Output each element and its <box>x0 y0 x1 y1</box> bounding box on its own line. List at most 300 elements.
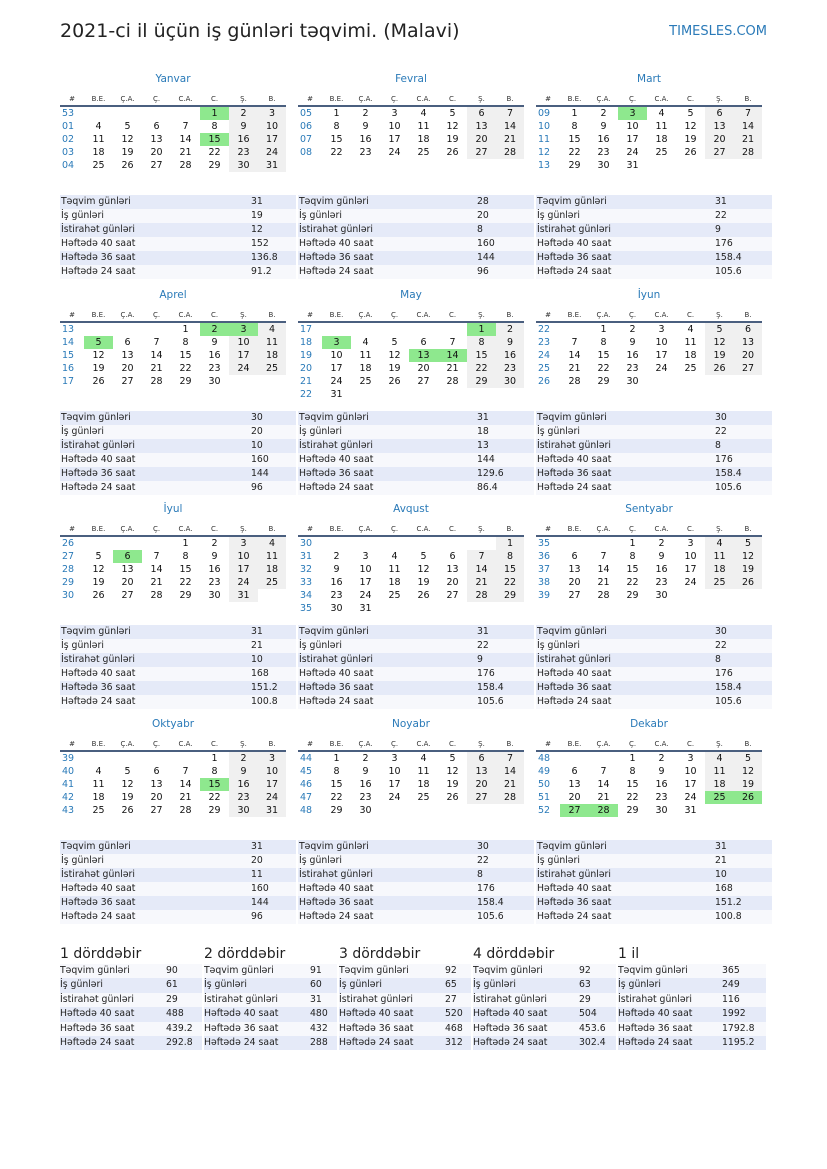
day-cell[interactable]: 17 <box>229 349 258 362</box>
day-cell[interactable]: 25 <box>258 576 286 589</box>
day-cell[interactable]: 24 <box>258 146 286 159</box>
day-cell[interactable]: 19 <box>446 779 459 790</box>
day-cell[interactable]: 25 <box>655 147 668 158</box>
day-cell[interactable]: 12 <box>446 766 459 777</box>
day-cell[interactable]: 31 <box>330 389 343 400</box>
day-cell[interactable]: 8 <box>182 337 189 348</box>
day-cell[interactable]: 11 <box>258 550 286 563</box>
day-cell[interactable]: 12 <box>705 336 734 349</box>
day-cell[interactable]: 17 <box>626 134 639 145</box>
day-cell[interactable]: 4 <box>658 108 665 119</box>
day-cell[interactable]: 25 <box>417 147 430 158</box>
day-cell[interactable]: 19 <box>417 577 430 588</box>
day-cell[interactable]: 30 <box>208 590 221 601</box>
day-cell[interactable]: 25 <box>388 590 401 601</box>
day-cell[interactable]: 9 <box>658 766 665 777</box>
day-cell[interactable]: 12 <box>417 564 430 575</box>
day-cell[interactable]: 13 <box>568 779 581 790</box>
day-cell[interactable]: 24 <box>330 376 343 387</box>
day-cell[interactable]: 17 <box>684 564 697 575</box>
day-cell[interactable]: 20 <box>467 133 496 146</box>
day-cell[interactable]: 5 <box>734 751 762 765</box>
day-cell[interactable]: 2 <box>658 753 665 764</box>
day-cell[interactable]: 25 <box>92 160 105 171</box>
day-cell[interactable]: 19 <box>92 363 105 374</box>
day-cell[interactable]: 17 <box>229 563 258 576</box>
day-cell[interactable]: 9 <box>362 766 369 777</box>
day-cell[interactable]: 26 <box>734 576 762 589</box>
day-cell[interactable]: 19 <box>388 363 401 374</box>
day-cell[interactable]: 1 <box>600 324 607 335</box>
day-cell[interactable]: 2 <box>496 322 524 336</box>
day-cell[interactable]: 17 <box>258 778 286 791</box>
day-cell[interactable]: 29 <box>208 160 221 171</box>
day-cell[interactable]: 25 <box>684 363 697 374</box>
day-cell[interactable]: 1 <box>333 108 340 119</box>
day-cell[interactable]: 10 <box>330 350 343 361</box>
day-cell[interactable]: 14 <box>179 779 192 790</box>
day-cell[interactable]: 27 <box>705 146 734 159</box>
day-cell[interactable]: 20 <box>467 778 496 791</box>
day-cell[interactable]: 9 <box>658 551 665 562</box>
day-cell[interactable]: 25 <box>92 805 105 816</box>
day-cell[interactable]: 20 <box>150 147 163 158</box>
day-cell[interactable]: 17 <box>359 577 372 588</box>
day-cell[interactable]: 3 <box>391 108 398 119</box>
day-cell[interactable]: 15 <box>496 563 524 576</box>
day-cell[interactable]: 23 <box>597 147 610 158</box>
day-cell[interactable]: 18 <box>258 349 286 362</box>
day-cell[interactable]: 26 <box>92 590 105 601</box>
day-cell[interactable]: 27 <box>467 146 496 159</box>
day-cell[interactable]: 25 <box>258 362 286 375</box>
day-cell[interactable]: 5 <box>734 536 762 550</box>
day-cell[interactable]: 24 <box>655 363 668 374</box>
day-cell[interactable]: 27 <box>150 160 163 171</box>
day-cell[interactable]: 3 <box>658 324 665 335</box>
day-cell[interactable]: 12 <box>388 350 401 361</box>
day-cell[interactable]: 14 <box>467 563 496 576</box>
day-cell[interactable]: 11 <box>705 765 734 778</box>
day-cell[interactable]: 28 <box>496 146 524 159</box>
day-cell[interactable]: 3 <box>258 106 286 120</box>
day-cell[interactable]: 2 <box>362 108 369 119</box>
day-cell[interactable]: 24 <box>258 791 286 804</box>
day-cell[interactable]: 31 <box>258 804 286 817</box>
day-cell[interactable]: 26 <box>121 805 134 816</box>
day-cell[interactable]: 23 <box>229 146 258 159</box>
day-cell[interactable]: 5 <box>391 337 398 348</box>
day-cell[interactable]: 18 <box>417 134 430 145</box>
day-cell[interactable]: 26 <box>388 376 401 387</box>
day-cell[interactable]: 14 <box>496 765 524 778</box>
day-cell[interactable]: 11 <box>92 134 105 145</box>
day-cell[interactable]: 16 <box>208 564 221 575</box>
day-cell[interactable]: 23 <box>208 363 221 374</box>
day-cell[interactable]: 17 <box>258 133 286 146</box>
day-cell[interactable]: 5 <box>124 121 131 132</box>
day-cell[interactable]: 4 <box>705 536 734 550</box>
day-cell[interactable]: 10 <box>655 337 668 348</box>
day-cell[interactable]: 1 <box>629 753 636 764</box>
day-cell[interactable]: 6 <box>571 551 578 562</box>
day-cell[interactable]: 29 <box>467 375 496 388</box>
day-cell[interactable]: 18 <box>258 563 286 576</box>
day-cell[interactable]: 10 <box>388 121 401 132</box>
day-cell[interactable]: 30 <box>655 805 668 816</box>
day-cell[interactable]: 10 <box>359 564 372 575</box>
day-cell[interactable]: 20 <box>705 133 734 146</box>
day-cell[interactable]: 14 <box>568 350 581 361</box>
day-cell[interactable]: 5 <box>449 753 456 764</box>
day-cell[interactable]: 6 <box>124 337 131 348</box>
day-cell[interactable]: 29 <box>568 160 581 171</box>
day-cell[interactable]: 18 <box>92 147 105 158</box>
day-cell[interactable]: 13 <box>568 564 581 575</box>
day-cell[interactable]: 4 <box>705 751 734 765</box>
day-cell[interactable]: 3 <box>687 753 694 764</box>
day-cell[interactable]: 13 <box>734 336 762 349</box>
day-cell[interactable]: 18 <box>684 350 697 361</box>
day-cell[interactable]: 10 <box>258 120 286 133</box>
day-cell[interactable]: 13 <box>467 120 496 133</box>
day-cell[interactable]: 23 <box>359 792 372 803</box>
day-cell[interactable]: 18 <box>705 778 734 791</box>
day-cell[interactable]: 26 <box>92 376 105 387</box>
day-cell[interactable]: 11 <box>417 121 430 132</box>
day-cell[interactable]: 12 <box>446 121 459 132</box>
day-cell[interactable]: 6 <box>467 751 496 765</box>
day-cell[interactable]: 7 <box>449 337 456 348</box>
day-cell[interactable]: 18 <box>417 779 430 790</box>
day-cell[interactable]: 3 <box>258 751 286 765</box>
day-cell[interactable]: 8 <box>211 766 218 777</box>
day-cell[interactable]: 14 <box>597 779 610 790</box>
day-cell[interactable]: 25 <box>705 791 734 804</box>
day-cell[interactable]: 2 <box>200 322 229 336</box>
day-cell[interactable]: 8 <box>571 121 578 132</box>
day-cell[interactable]: 7 <box>600 551 607 562</box>
day-cell[interactable]: 22 <box>626 577 639 588</box>
day-cell[interactable]: 26 <box>121 160 134 171</box>
day-cell[interactable]: 14 <box>179 134 192 145</box>
day-cell[interactable]: 21 <box>150 363 163 374</box>
day-cell[interactable]: 6 <box>467 106 496 120</box>
day-cell[interactable]: 8 <box>467 336 496 349</box>
day-cell[interactable]: 9 <box>229 120 258 133</box>
day-cell[interactable]: 22 <box>179 577 192 588</box>
day-cell[interactable]: 5 <box>449 108 456 119</box>
day-cell[interactable]: 21 <box>446 363 459 374</box>
day-cell[interactable]: 13 <box>705 120 734 133</box>
day-cell[interactable]: 14 <box>496 120 524 133</box>
day-cell[interactable]: 8 <box>333 766 340 777</box>
day-cell[interactable]: 4 <box>420 108 427 119</box>
day-cell[interactable]: 26 <box>446 147 459 158</box>
day-cell[interactable]: 21 <box>568 363 581 374</box>
day-cell[interactable]: 3 <box>687 538 694 549</box>
day-cell[interactable]: 5 <box>124 766 131 777</box>
day-cell[interactable]: 29 <box>208 805 221 816</box>
day-cell[interactable]: 4 <box>95 121 102 132</box>
day-cell[interactable]: 9 <box>211 337 218 348</box>
day-cell[interactable]: 23 <box>330 590 343 601</box>
day-cell[interactable]: 30 <box>229 159 258 172</box>
day-cell[interactable]: 7 <box>153 337 160 348</box>
day-cell[interactable]: 23 <box>626 363 639 374</box>
day-cell[interactable]: 5 <box>687 108 694 119</box>
day-cell[interactable]: 8 <box>182 551 189 562</box>
day-cell[interactable]: 2 <box>658 538 665 549</box>
day-cell[interactable]: 31 <box>684 805 697 816</box>
day-cell[interactable]: 28 <box>150 376 163 387</box>
day-cell[interactable]: 8 <box>211 121 218 132</box>
day-cell[interactable]: 11 <box>655 121 668 132</box>
day-cell[interactable]: 2 <box>211 538 218 549</box>
day-cell[interactable]: 13 <box>446 564 459 575</box>
day-cell[interactable]: 30 <box>208 376 221 387</box>
day-cell[interactable]: 16 <box>208 350 221 361</box>
day-cell[interactable]: 1 <box>333 753 340 764</box>
day-cell[interactable]: 21 <box>179 792 192 803</box>
day-cell[interactable]: 10 <box>258 765 286 778</box>
day-cell[interactable]: 21 <box>496 778 524 791</box>
day-cell[interactable]: 4 <box>258 536 286 550</box>
day-cell[interactable]: 9 <box>600 121 607 132</box>
day-cell[interactable]: 1 <box>571 108 578 119</box>
day-cell[interactable]: 21 <box>179 147 192 158</box>
day-cell[interactable]: 17 <box>330 363 343 374</box>
day-cell[interactable]: 13 <box>150 779 163 790</box>
day-cell[interactable]: 23 <box>229 791 258 804</box>
day-cell[interactable]: 21 <box>150 577 163 588</box>
day-cell[interactable]: 7 <box>571 337 578 348</box>
day-cell[interactable]: 23 <box>359 147 372 158</box>
day-cell[interactable]: 19 <box>705 349 734 362</box>
day-cell[interactable]: 16 <box>330 577 343 588</box>
day-cell[interactable]: 29 <box>626 805 639 816</box>
day-cell[interactable]: 4 <box>687 324 694 335</box>
day-cell[interactable]: 18 <box>92 792 105 803</box>
day-cell[interactable]: 5 <box>705 322 734 336</box>
day-cell[interactable]: 11 <box>705 550 734 563</box>
day-cell[interactable]: 15 <box>597 350 610 361</box>
day-cell[interactable]: 7 <box>496 751 524 765</box>
day-cell[interactable]: 24 <box>229 362 258 375</box>
day-cell[interactable]: 27 <box>568 590 581 601</box>
day-cell[interactable]: 27 <box>560 804 589 817</box>
day-cell[interactable]: 4 <box>362 337 369 348</box>
day-cell[interactable]: 20 <box>121 363 134 374</box>
day-cell[interactable]: 8 <box>333 121 340 132</box>
day-cell[interactable]: 22 <box>467 362 496 375</box>
day-cell[interactable]: 16 <box>359 134 372 145</box>
day-cell[interactable]: 1 <box>629 538 636 549</box>
day-cell[interactable]: 26 <box>684 147 697 158</box>
day-cell[interactable]: 8 <box>629 766 636 777</box>
day-cell[interactable]: 7 <box>182 121 189 132</box>
day-cell[interactable]: 29 <box>330 805 343 816</box>
day-cell[interactable]: 27 <box>446 590 459 601</box>
day-cell[interactable]: 28 <box>446 376 459 387</box>
day-cell[interactable]: 10 <box>684 766 697 777</box>
day-cell[interactable]: 22 <box>626 792 639 803</box>
day-cell[interactable]: 16 <box>597 134 610 145</box>
day-cell[interactable]: 24 <box>684 792 697 803</box>
day-cell[interactable]: 30 <box>330 603 343 614</box>
day-cell[interactable]: 8 <box>600 337 607 348</box>
day-cell[interactable]: 9 <box>629 337 636 348</box>
day-cell[interactable]: 30 <box>655 590 668 601</box>
day-cell[interactable]: 28 <box>496 791 524 804</box>
day-cell[interactable]: 3 <box>229 322 258 336</box>
day-cell[interactable]: 21 <box>496 133 524 146</box>
day-cell[interactable]: 13 <box>150 134 163 145</box>
day-cell[interactable]: 18 <box>655 134 668 145</box>
day-cell[interactable]: 1 <box>467 322 496 336</box>
day-cell[interactable]: 1 <box>182 538 189 549</box>
day-cell[interactable]: 31 <box>359 603 372 614</box>
day-cell[interactable]: 4 <box>258 322 286 336</box>
day-cell[interactable]: 24 <box>626 147 639 158</box>
day-cell[interactable]: 7 <box>467 550 496 563</box>
day-cell[interactable]: 27 <box>121 376 134 387</box>
day-cell[interactable]: 15 <box>200 133 229 146</box>
day-cell[interactable]: 20 <box>446 577 459 588</box>
day-cell[interactable]: 15 <box>568 134 581 145</box>
day-cell[interactable]: 10 <box>229 550 258 563</box>
day-cell[interactable]: 2 <box>629 324 636 335</box>
day-cell[interactable]: 19 <box>734 563 762 576</box>
day-cell[interactable]: 24 <box>388 147 401 158</box>
day-cell[interactable]: 11 <box>258 336 286 349</box>
day-cell[interactable]: 18 <box>705 563 734 576</box>
day-cell[interactable]: 27 <box>467 791 496 804</box>
day-cell[interactable]: 13 <box>121 350 134 361</box>
day-cell[interactable]: 21 <box>597 792 610 803</box>
day-cell[interactable]: 7 <box>182 766 189 777</box>
day-cell[interactable]: 3 <box>229 536 258 550</box>
day-cell[interactable]: 1 <box>200 106 229 120</box>
day-cell[interactable]: 15 <box>626 779 639 790</box>
day-cell[interactable]: 28 <box>589 804 618 817</box>
day-cell[interactable]: 11 <box>388 564 401 575</box>
day-cell[interactable]: 10 <box>684 551 697 562</box>
day-cell[interactable]: 16 <box>655 564 668 575</box>
day-cell[interactable]: 9 <box>362 121 369 132</box>
day-cell[interactable]: 27 <box>734 362 762 375</box>
day-cell[interactable]: 6 <box>449 551 456 562</box>
day-cell[interactable]: 24 <box>684 577 697 588</box>
day-cell[interactable]: 29 <box>597 376 610 387</box>
day-cell[interactable]: 14 <box>438 349 467 362</box>
day-cell[interactable]: 16 <box>229 778 258 791</box>
day-cell[interactable]: 12 <box>92 564 105 575</box>
day-cell[interactable]: 22 <box>330 147 343 158</box>
day-cell[interactable]: 31 <box>258 159 286 172</box>
day-cell[interactable]: 17 <box>388 779 401 790</box>
day-cell[interactable]: 2 <box>229 106 258 120</box>
day-cell[interactable]: 4 <box>95 766 102 777</box>
day-cell[interactable]: 19 <box>121 147 134 158</box>
day-cell[interactable]: 14 <box>150 564 163 575</box>
day-cell[interactable]: 26 <box>446 792 459 803</box>
day-cell[interactable]: 20 <box>734 349 762 362</box>
day-cell[interactable]: 23 <box>655 577 668 588</box>
day-cell[interactable]: 20 <box>121 577 134 588</box>
day-cell[interactable]: 23 <box>208 577 221 588</box>
day-cell[interactable]: 11 <box>417 766 430 777</box>
day-cell[interactable]: 2 <box>362 753 369 764</box>
day-cell[interactable]: 13 <box>121 564 134 575</box>
day-cell[interactable]: 14 <box>734 120 762 133</box>
day-cell[interactable]: 12 <box>121 134 134 145</box>
day-cell[interactable]: 9 <box>211 551 218 562</box>
day-cell[interactable]: 26 <box>734 791 762 804</box>
day-cell[interactable]: 7 <box>153 551 160 562</box>
day-cell[interactable]: 22 <box>330 792 343 803</box>
day-cell[interactable]: 12 <box>734 550 762 563</box>
day-cell[interactable]: 9 <box>333 564 340 575</box>
day-cell[interactable]: 28 <box>150 590 163 601</box>
day-cell[interactable]: 18 <box>388 577 401 588</box>
day-cell[interactable]: 23 <box>496 362 524 375</box>
day-cell[interactable]: 16 <box>626 350 639 361</box>
day-cell[interactable]: 23 <box>655 792 668 803</box>
day-cell[interactable]: 31 <box>626 160 639 171</box>
day-cell[interactable]: 16 <box>229 133 258 146</box>
day-cell[interactable]: 6 <box>153 766 160 777</box>
day-cell[interactable]: 8 <box>629 551 636 562</box>
day-cell[interactable]: 11 <box>359 350 372 361</box>
day-cell[interactable]: 17 <box>684 779 697 790</box>
day-cell[interactable]: 28 <box>179 160 192 171</box>
day-cell[interactable]: 30 <box>496 375 524 388</box>
day-cell[interactable]: 30 <box>626 376 639 387</box>
day-cell[interactable]: 22 <box>496 576 524 589</box>
day-cell[interactable]: 28 <box>467 589 496 602</box>
day-cell[interactable]: 27 <box>417 376 430 387</box>
day-cell[interactable]: 21 <box>467 576 496 589</box>
day-cell[interactable]: 24 <box>359 590 372 601</box>
day-cell[interactable]: 29 <box>496 589 524 602</box>
day-cell[interactable]: 13 <box>409 349 438 362</box>
day-cell[interactable]: 10 <box>388 766 401 777</box>
day-cell[interactable]: 12 <box>92 350 105 361</box>
day-cell[interactable]: 7 <box>734 106 762 120</box>
day-cell[interactable]: 25 <box>705 576 734 589</box>
day-cell[interactable]: 29 <box>179 590 192 601</box>
day-cell[interactable]: 25 <box>417 792 430 803</box>
day-cell[interactable]: 11 <box>684 337 697 348</box>
day-cell[interactable]: 2 <box>333 551 340 562</box>
day-cell[interactable]: 7 <box>496 106 524 120</box>
day-cell[interactable]: 12 <box>684 121 697 132</box>
day-cell[interactable]: 14 <box>150 350 163 361</box>
day-cell[interactable]: 2 <box>600 108 607 119</box>
day-cell[interactable]: 7 <box>600 766 607 777</box>
day-cell[interactable]: 28 <box>179 805 192 816</box>
day-cell[interactable]: 15 <box>626 564 639 575</box>
day-cell[interactable]: 30 <box>229 804 258 817</box>
day-cell[interactable]: 6 <box>705 106 734 120</box>
day-cell[interactable]: 20 <box>568 792 581 803</box>
day-cell[interactable]: 17 <box>655 350 668 361</box>
day-cell[interactable]: 20 <box>568 577 581 588</box>
day-cell[interactable]: 31 <box>229 589 258 602</box>
day-cell[interactable]: 3 <box>362 551 369 562</box>
day-cell[interactable]: 6 <box>420 337 427 348</box>
